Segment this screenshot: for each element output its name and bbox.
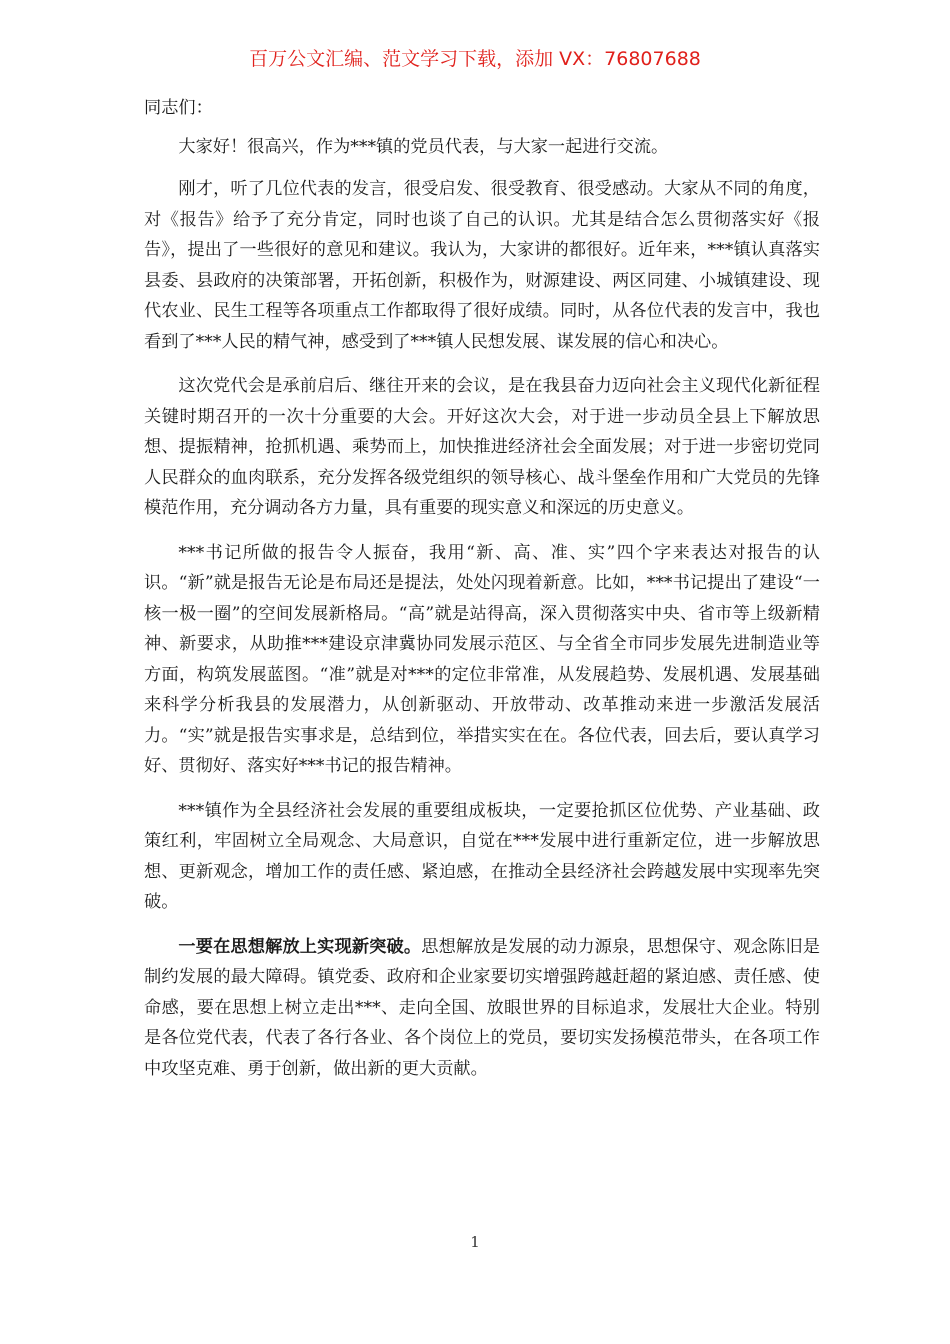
page-number: 1 <box>470 1233 480 1251</box>
paragraph-town-role: ***镇作为全县经济社会发展的重要组成板块，一定要抢抓区位优势、产业基础、政策红利，牢固树立全局观念、大局意识，自觉在***发展中进行重新定位，进一步解放思想、更新观念，增加工作的责任感、紧迫感，在推动全县经济社会跨越发展中实现率先突破。 <box>144 800 820 912</box>
section-one-body: 思想解放是发展的动力源泉，思想保守、观念陈旧是制约发展的最大障碍。镇党委、政府和企业家要切实增强跨越赶超的紧迫感、责任感、使命感，要在思想上树立走出***、走向全国、放眼世界的目标追求，发展壮大企业。特别是各位党代表，代表了各行各业、各个岗位上的党员，要切实发扬模范带头，在各项工作中攻坚克难、勇于创新，做出新的更大贡献。 <box>144 936 820 1079</box>
document-body <box>144 93 820 1098</box>
paragraph-report-evaluation: ***书记所做的报告令人振奋，我用“新、高、准、实”四个字来表达对报告的认识。“新”就是报告无论是布局还是提法，处处闪现着新意。比如，***书记提出了建设“一核一极一圈”的空间发展新格局。“高”就是站得高，深入贯彻落实中央、省市等上级新精神、新要求，从助推***建设京津冀协同发展示范区、与全省全市同步发展先进制造业等方面，构筑发展蓝图。“准”就是对***的定位非常准，从发展趋势、发展机遇、发展基础来科学分析我县的发展潜力，从创新驱动、开放带动、改革推动来进一步激活发展活力。“实”就是报告实事求是，总结到位，举措实实在在。各位代表，回去后，要认真学习好、贯彻好、落实好***书记的报告精神。 <box>144 542 820 776</box>
watermark-header: 百万公文汇编、范文学习下载，添加 VX：76807688 <box>249 48 701 70</box>
paragraph-congress-significance: 这次党代会是承前启后、继往开来的会议，是在我县奋力迈向社会主义现代化新征程关键时期召开的一次十分重要的大会。开好这次大会，对于进一步动员全县上下解放思想、提振精神，抢抓机遇、乘势而上，加快推进经济社会全面发展；对于进一步密切党同人民群众的血肉联系，充分发挥各级党组织的领导核心、战斗堡垒作用和广大党员的先锋模范作用，充分调动各方力量，具有重要的现实意义和深远的历史意义。 <box>144 376 820 518</box>
paragraph-feedback: 刚才，听了几位代表的发言，很受启发、很受教育、很受感动。大家从不同的角度，对《报告》给予了充分肯定，同时也谈了自己的认识。尤其是结合怎么贯彻落实好《报告》，提出了一些很好的意见和建议。我认为，大家讲的都很好。近年来，***镇认真落实县委、县政府的决策部署，开拓创新，积极作为，财源建设、两区同建、小城镇建设、现代农业、民生工程等各项重点工作都取得了很好成绩。同时，从各位代表的发言中，我也看到了***人民的精气神，感受到了***镇人民想发展、谋发展的信心和决心。 <box>144 179 820 352</box>
section-one-heading: 一要在思想解放上实现新突破。 <box>178 936 422 957</box>
paragraph-opening: 大家好！很高兴，作为***镇的党员代表，与大家一起进行交流。 <box>178 136 669 157</box>
greeting: 同志们： <box>144 98 213 118</box>
section-one-paragraph <box>144 932 820 1085</box>
